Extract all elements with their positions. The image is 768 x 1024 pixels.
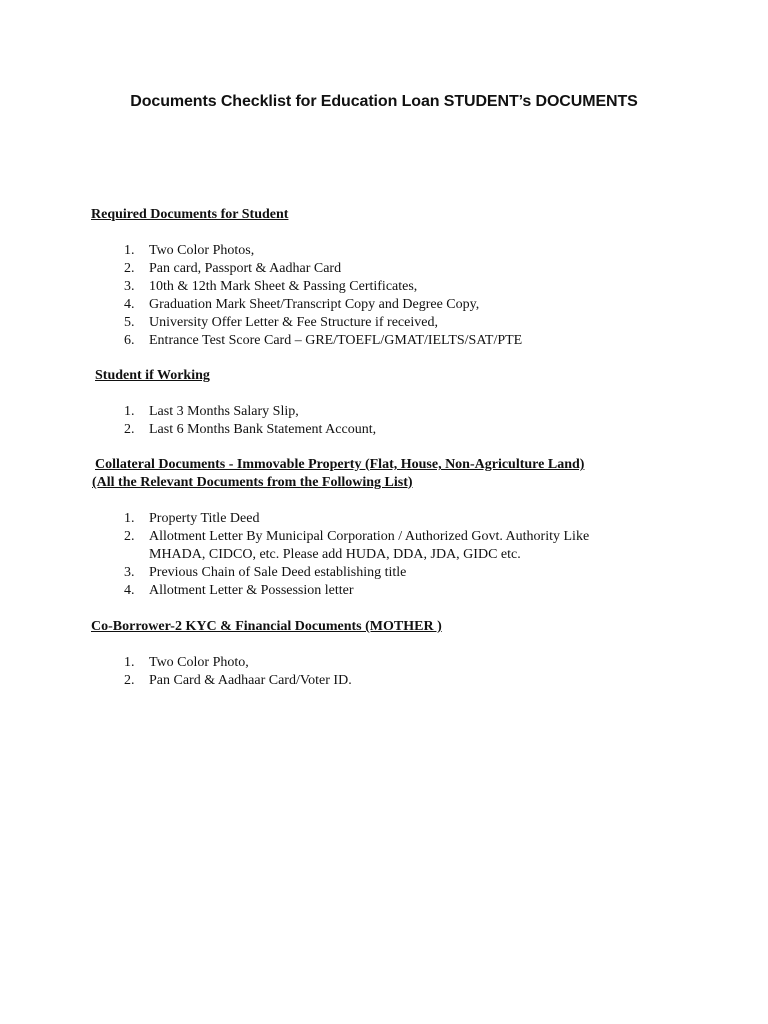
list-item bbox=[124, 582, 589, 600]
section-heading-line: Collateral Documents - Immovable Property (Flat, House, Non-Agriculture Land) bbox=[95, 457, 585, 472]
section-heading-student-documents: Required Documents for Student bbox=[91, 207, 289, 222]
list-item-number: 2. bbox=[124, 673, 135, 688]
list-item-number: 5. bbox=[124, 315, 135, 330]
list-item bbox=[124, 528, 589, 564]
section-heading-student-if-working: Student if Working bbox=[95, 368, 210, 383]
list-item bbox=[124, 242, 522, 260]
document-title: Documents Checklist for Education Loan STUDENT’s DOCUMENTS bbox=[130, 93, 638, 110]
list-item-text: Last 3 Months Salary Slip, bbox=[149, 404, 299, 419]
list-item-text: Pan Card & Aadhaar Card/Voter ID. bbox=[149, 673, 352, 688]
list-item bbox=[124, 314, 522, 332]
list-item-text-line: MHADA, CIDCO, etc. Please add HUDA, DDA, JDA, GIDC etc. bbox=[149, 547, 521, 562]
list-item-text: Previous Chain of Sale Deed establishing title bbox=[149, 565, 407, 580]
list-item-text bbox=[149, 528, 589, 564]
list-item bbox=[124, 421, 376, 439]
section-heading-collateral-documents bbox=[92, 456, 584, 492]
list-item bbox=[124, 510, 589, 528]
list-item-text: Pan card, Passport & Aadhar Card bbox=[149, 261, 342, 276]
list-item-text-line: Allotment Letter By Municipal Corporation / Authorized Govt. Authority Like bbox=[149, 529, 590, 544]
list-item bbox=[124, 403, 376, 421]
list-item-number: 1. bbox=[124, 655, 135, 670]
list-item-number: 3. bbox=[124, 565, 135, 580]
list-item-number: 4. bbox=[124, 583, 135, 598]
list-item-number: 2. bbox=[124, 261, 135, 276]
list-item-text: Last 6 Months Bank Statement Account, bbox=[149, 422, 377, 437]
list-item-text: Allotment Letter & Possession letter bbox=[149, 583, 354, 598]
list-item bbox=[124, 654, 352, 672]
list-item bbox=[124, 564, 589, 582]
list-item-text: Graduation Mark Sheet/Transcript Copy and Degree Copy, bbox=[149, 297, 480, 312]
collateral-documents-list bbox=[124, 510, 589, 600]
list-item-text: Two Color Photos, bbox=[149, 243, 255, 258]
list-item-text: Entrance Test Score Card – GRE/TOEFL/GMAT/IELTS/SAT/PTE bbox=[149, 333, 523, 348]
list-item bbox=[124, 260, 522, 278]
list-item bbox=[124, 296, 522, 314]
list-item-text: Property Title Deed bbox=[149, 511, 260, 526]
section-heading-co-borrower-documents: Co-Borrower-2 KYC & Financial Documents (MOTHER ) bbox=[91, 619, 442, 634]
list-item-number: 1. bbox=[124, 404, 135, 419]
list-item bbox=[124, 278, 522, 296]
list-item-number: 1. bbox=[124, 511, 135, 526]
list-item-text: University Offer Letter & Fee Structure if received, bbox=[149, 315, 438, 330]
section-heading-line: (All the Relevant Documents from the Following List) bbox=[92, 475, 413, 490]
list-item-number: 2. bbox=[124, 422, 135, 437]
list-item bbox=[124, 672, 352, 690]
list-item-text: 10th & 12th Mark Sheet & Passing Certificates, bbox=[149, 279, 418, 294]
list-item-number: 1. bbox=[124, 243, 135, 258]
list-item-text: Two Color Photo, bbox=[149, 655, 249, 670]
list-item bbox=[124, 332, 522, 350]
list-item-number: 2. bbox=[124, 529, 135, 544]
list-item-number: 4. bbox=[124, 297, 135, 312]
co-borrower-documents-list bbox=[124, 654, 352, 690]
student-documents-list bbox=[124, 242, 522, 350]
student-working-list bbox=[124, 403, 376, 439]
list-item-number: 6. bbox=[124, 333, 135, 348]
list-item-number: 3. bbox=[124, 279, 135, 294]
